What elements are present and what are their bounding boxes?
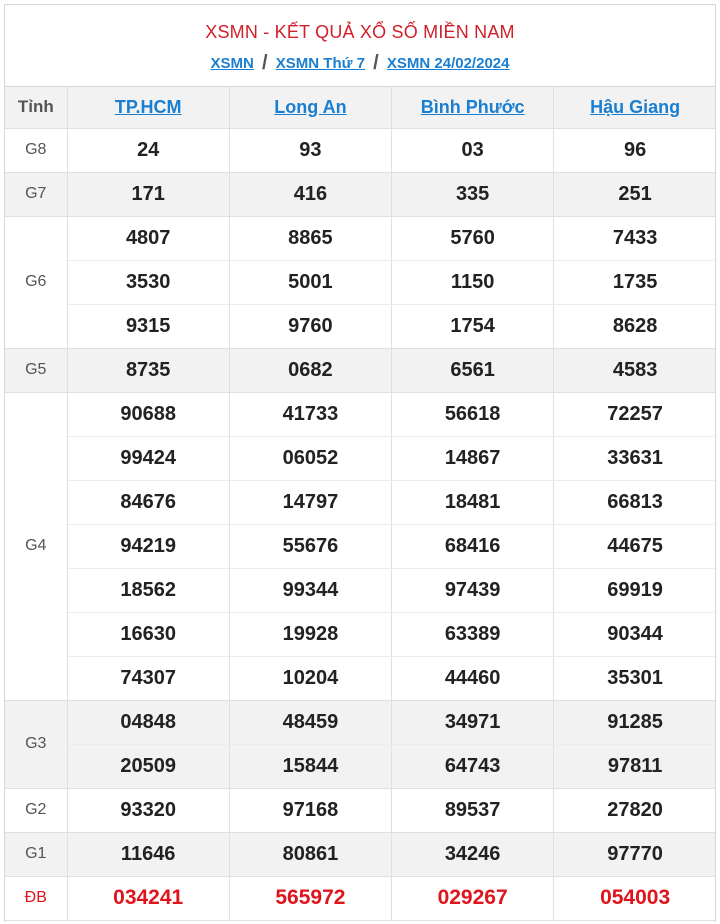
prize-number: 6561 bbox=[392, 348, 554, 392]
prize-number: 9315 bbox=[67, 304, 229, 348]
prize-number: 20509 bbox=[67, 744, 229, 788]
prize-number: 18562 bbox=[67, 568, 229, 612]
table-row bbox=[5, 348, 716, 392]
table-row bbox=[5, 304, 716, 348]
breadcrumb bbox=[5, 51, 715, 85]
prize-number: 63389 bbox=[392, 612, 554, 656]
prize-number: 74307 bbox=[67, 656, 229, 700]
table-row bbox=[5, 876, 716, 920]
prize-number: 18481 bbox=[392, 480, 554, 524]
prize-number: 97439 bbox=[392, 568, 554, 612]
prize-number: 06052 bbox=[229, 436, 391, 480]
province-link-long-an[interactable]: Long An bbox=[274, 96, 347, 117]
province-link-binh-phuoc[interactable]: Bình Phước bbox=[420, 96, 525, 117]
prize-number: 90344 bbox=[554, 612, 716, 656]
prize-number: 34971 bbox=[392, 700, 554, 744]
prize-number: 1735 bbox=[554, 260, 716, 304]
table-row bbox=[5, 172, 716, 216]
prize-number: 4583 bbox=[554, 348, 716, 392]
prize-number: 97168 bbox=[229, 788, 391, 832]
prize-number: 5760 bbox=[392, 216, 554, 260]
prize-number: 99424 bbox=[67, 436, 229, 480]
table-row bbox=[5, 216, 716, 260]
prize-number: 1150 bbox=[392, 260, 554, 304]
table-row bbox=[5, 128, 716, 172]
prize-number: 03 bbox=[392, 128, 554, 172]
prize-number: 8628 bbox=[554, 304, 716, 348]
table-row bbox=[5, 436, 716, 480]
prize-number: 64743 bbox=[392, 744, 554, 788]
prize-number: 8865 bbox=[229, 216, 391, 260]
province-link-tphcm[interactable]: TP.HCM bbox=[114, 96, 182, 117]
prize-number: 96 bbox=[554, 128, 716, 172]
table-row bbox=[5, 612, 716, 656]
table-row bbox=[5, 744, 716, 788]
prize-number: 97770 bbox=[554, 832, 716, 876]
prize-label: G3 bbox=[5, 700, 67, 788]
prize-number: 93 bbox=[229, 128, 391, 172]
prize-number: 89537 bbox=[392, 788, 554, 832]
prize-number: 04848 bbox=[67, 700, 229, 744]
prize-number: 97811 bbox=[554, 744, 716, 788]
prize-number: 335 bbox=[392, 172, 554, 216]
prize-number: 14797 bbox=[229, 480, 391, 524]
prize-number: 35301 bbox=[554, 656, 716, 700]
prize-number: 7433 bbox=[554, 216, 716, 260]
prize-number: 5001 bbox=[229, 260, 391, 304]
prize-number: 55676 bbox=[229, 524, 391, 568]
prize-number: 41733 bbox=[229, 392, 391, 436]
table-row bbox=[5, 480, 716, 524]
column-header-hau-giang bbox=[554, 87, 716, 128]
prize-number: 416 bbox=[229, 172, 391, 216]
prize-number: 16630 bbox=[67, 612, 229, 656]
province-link-hau-giang[interactable]: Hậu Giang bbox=[590, 96, 681, 117]
table-row bbox=[5, 568, 716, 612]
results-header bbox=[5, 5, 715, 87]
prize-number: 24 bbox=[67, 128, 229, 172]
column-header-tphcm bbox=[67, 87, 229, 128]
prize-number: 72257 bbox=[554, 392, 716, 436]
table-row bbox=[5, 524, 716, 568]
prize-number: 90688 bbox=[67, 392, 229, 436]
prize-number: 1754 bbox=[392, 304, 554, 348]
prize-number: 3530 bbox=[67, 260, 229, 304]
prize-number: 15844 bbox=[229, 744, 391, 788]
column-header-binh-phuoc bbox=[392, 87, 554, 128]
prize-number: 4807 bbox=[67, 216, 229, 260]
prize-number: 68416 bbox=[392, 524, 554, 568]
prize-number: 27820 bbox=[554, 788, 716, 832]
prize-label: ĐB bbox=[5, 876, 67, 920]
prize-number: 56618 bbox=[392, 392, 554, 436]
prize-number: 33631 bbox=[554, 436, 716, 480]
table-row bbox=[5, 392, 716, 436]
prize-number: 11646 bbox=[67, 832, 229, 876]
prize-number: 66813 bbox=[554, 480, 716, 524]
prize-number: 9760 bbox=[229, 304, 391, 348]
results-body bbox=[5, 128, 716, 920]
prize-number: 69919 bbox=[554, 568, 716, 612]
prize-number: 48459 bbox=[229, 700, 391, 744]
special-prize-number: 054003 bbox=[554, 876, 716, 920]
prize-number: 14867 bbox=[392, 436, 554, 480]
prize-label: G2 bbox=[5, 788, 67, 832]
prize-number: 8735 bbox=[67, 348, 229, 392]
table-row bbox=[5, 832, 716, 876]
breadcrumb-link-date[interactable]: XSMN 24/02/2024 bbox=[386, 55, 510, 72]
prize-label: G7 bbox=[5, 172, 67, 216]
prize-number: 171 bbox=[67, 172, 229, 216]
special-prize-number: 034241 bbox=[67, 876, 229, 920]
results-table bbox=[5, 87, 716, 921]
column-header-long-an bbox=[229, 87, 391, 128]
table-row bbox=[5, 788, 716, 832]
table-row bbox=[5, 656, 716, 700]
prize-number: 44675 bbox=[554, 524, 716, 568]
special-prize-number: 029267 bbox=[392, 876, 554, 920]
page-title: XSMN - KẾT QUẢ XỔ SỐ MIỀN NAM bbox=[205, 22, 515, 42]
table-header-row bbox=[5, 87, 716, 128]
breadcrumb-separator: / bbox=[262, 52, 268, 74]
prize-label: G5 bbox=[5, 348, 67, 392]
prize-number: 84676 bbox=[67, 480, 229, 524]
prize-number: 94219 bbox=[67, 524, 229, 568]
prize-label: G6 bbox=[5, 216, 67, 348]
prize-number: 99344 bbox=[229, 568, 391, 612]
breadcrumb-link-xsmn[interactable]: XSMN bbox=[210, 55, 254, 72]
table-row bbox=[5, 700, 716, 744]
prize-number: 19928 bbox=[229, 612, 391, 656]
column-header-province-label: Tỉnh bbox=[5, 87, 67, 128]
prize-number: 91285 bbox=[554, 700, 716, 744]
table-row bbox=[5, 260, 716, 304]
special-prize-number: 565972 bbox=[229, 876, 391, 920]
prize-number: 93320 bbox=[67, 788, 229, 832]
prize-label: G4 bbox=[5, 392, 67, 700]
breadcrumb-link-weekday[interactable]: XSMN Thứ 7 bbox=[275, 55, 365, 72]
prize-number: 44460 bbox=[392, 656, 554, 700]
prize-number: 10204 bbox=[229, 656, 391, 700]
prize-number: 0682 bbox=[229, 348, 391, 392]
results-panel bbox=[4, 4, 716, 922]
prize-number: 80861 bbox=[229, 832, 391, 876]
breadcrumb-separator: / bbox=[373, 52, 379, 74]
prize-label: G8 bbox=[5, 128, 67, 172]
prize-label: G1 bbox=[5, 832, 67, 876]
prize-number: 34246 bbox=[392, 832, 554, 876]
prize-number: 251 bbox=[554, 172, 716, 216]
